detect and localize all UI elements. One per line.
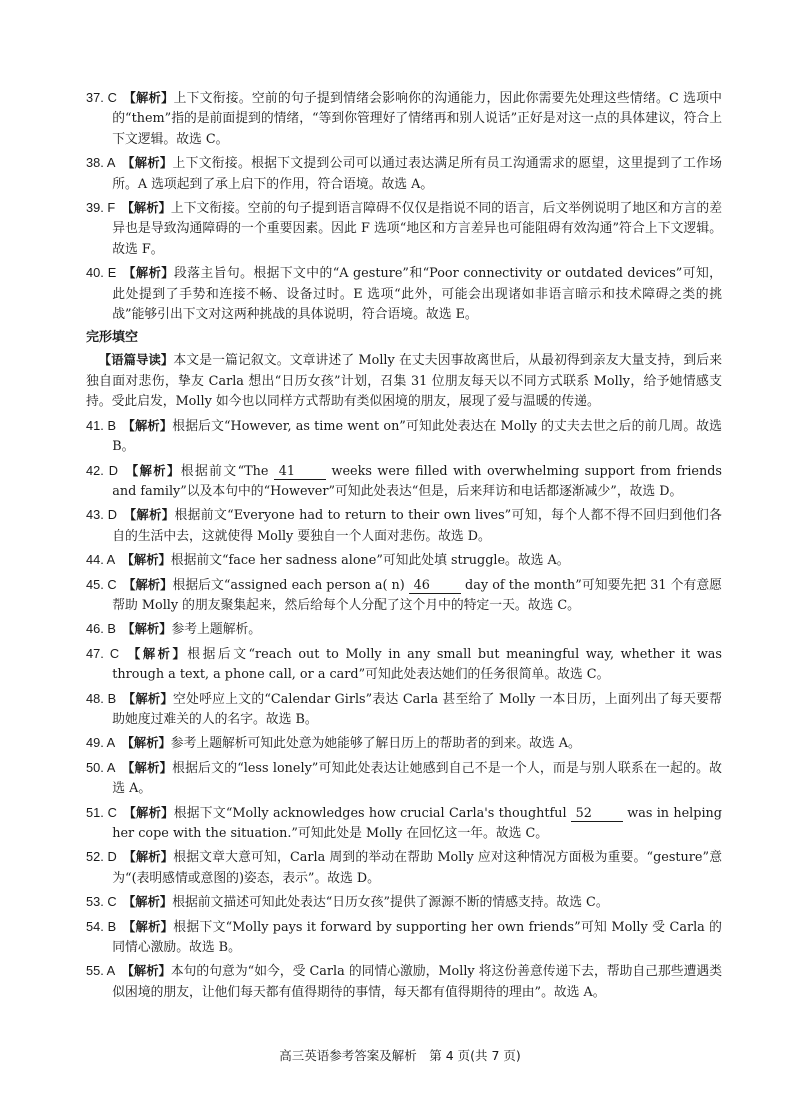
- answer-item: [86, 917, 722, 959]
- guide-text: 本文是一篇记叙文。文章讲述了 Molly 在丈夫因事故离世后，从最初得到亲友大量支持，到后来独自面对悲伤，挚友 Carla 想出“日历女孩”计划，召集 31 位朋友每天以不同方式联系 Molly，给予她情感支持。受此启发，Molly 如今也以同样方式帮助有类似困境的朋友，展现了爱与温暖的传递。: [86, 353, 722, 410]
- answer-item: [86, 461, 722, 503]
- answer-item: [86, 198, 722, 260]
- answer-item: [86, 88, 722, 150]
- answer-number: 48. B: [86, 690, 117, 706]
- analysis-tag: 【解析】: [122, 418, 173, 433]
- analysis-tag: 【解析】: [121, 201, 171, 216]
- page-footer: 高三英语参考答案及解析 第 4 页(共 7 页): [279, 1048, 521, 1063]
- analysis-tag: 【解析】: [125, 646, 188, 661]
- answer-list-cloze: [86, 416, 722, 1004]
- answer-item: [86, 575, 722, 617]
- analysis-tag: 【解析】: [122, 266, 175, 281]
- answer-item: [86, 847, 722, 889]
- analysis-text: 段落主旨句。根据下文中的“A gesture”和“Poor connectivity or outdated devices”可知，此处提到了手势和连接不畅、设备过时。E 选项“此外，可能会出现诸如非语言暗示和技术障碍之类的挑战”能够引出下文对这两种挑战的具体说明，符合语境。故选 E。: [112, 266, 722, 323]
- answer-item: [86, 758, 722, 800]
- analysis-tag: 【解析】: [123, 508, 175, 523]
- analysis-tag: 【解析】: [124, 463, 181, 478]
- analysis-text: 参考上题解析。: [171, 622, 262, 638]
- analysis-text: 根据后文“However, as time went on”可知此处表达在 Molly 的丈夫去世之后的前几周。故选 B。: [112, 418, 722, 455]
- analysis-text: 根据前文“The: [180, 463, 274, 479]
- blank-number: 41: [274, 465, 326, 480]
- analysis-text: 根据后文“assigned each person a( n): [172, 577, 409, 593]
- answer-number: 42. D: [86, 462, 119, 478]
- answer-item: [86, 733, 722, 754]
- answer-item: [86, 892, 722, 913]
- analysis-tag: 【解析】: [123, 91, 174, 105]
- analysis-text: 根据下文“Molly pays it forward by supporting her own friends”可知 Molly 受 Carla 的同情心激励。故选 B。: [112, 919, 722, 956]
- answer-number: 44. A: [86, 552, 116, 568]
- answer-item: [86, 416, 722, 458]
- answer-item: [86, 961, 722, 1003]
- blank-number: 52: [571, 807, 623, 822]
- analysis-tag: 【解析】: [122, 622, 172, 637]
- analysis-text: was in helping her cope with the situation.”可知此处是 Molly 在回忆这一年。故选 C。: [112, 805, 722, 841]
- analysis-tag: 【解析】: [123, 850, 174, 865]
- answer-number: 53. C: [86, 894, 117, 910]
- answer-item: [86, 505, 722, 547]
- answer-item: [86, 644, 722, 686]
- analysis-text: 参考上题解析可知此处意为她能够了解日历上的帮助者的到来。故选 A。: [170, 736, 581, 752]
- answer-item: [86, 263, 722, 325]
- analysis-tag: 【解析】: [121, 553, 171, 568]
- answer-number: 54. B: [86, 918, 117, 934]
- answer-number: 37. C: [86, 90, 117, 105]
- answer-number: 52. D: [86, 849, 117, 865]
- answer-item: [86, 153, 722, 195]
- analysis-text: 根据下文“Molly acknowledges how crucial Carla's thoughtful: [173, 805, 571, 821]
- answer-number: 39. F: [86, 200, 116, 216]
- analysis-tag: 【解析】: [122, 919, 174, 934]
- guide-tag: 【语篇导读】: [98, 353, 174, 368]
- analysis-tag: 【解析】: [123, 895, 173, 910]
- answer-page: [86, 88, 722, 1006]
- analysis-tag: 【解析】: [121, 156, 173, 171]
- analysis-text: day of the month”可知要先把 31 个有意愿帮助 Molly 的朋友聚集起来，然后给每个人分配了这个月中的特定一天。故选 C。: [112, 577, 722, 613]
- answer-number: 38. A: [86, 155, 116, 171]
- analysis-text: 上下文衔接。根据下文提到公司可以通过表达满足所有员工沟通需求的愿望，这里提到了工作场所。A 选项起到了承上启下的作用，符合语境。故选 A。: [112, 156, 722, 192]
- answer-number: 43. D: [86, 507, 117, 523]
- analysis-tag: 【解析】: [122, 691, 174, 706]
- passage-guide: [86, 350, 722, 412]
- answer-list-reading: [86, 88, 722, 325]
- analysis-text: 根据前文描述可知此处表达“日历女孩”提供了源源不断的情感支持。故选 C。: [172, 895, 609, 911]
- answer-number: 50. A: [86, 759, 116, 775]
- analysis-text: weeks were filled with overwhelming support from friends and family”以及本句中的“However”可知此处表达“但是，后来拜访和电话都逐渐减少”，故选 D。: [112, 463, 722, 499]
- analysis-tag: 【解析】: [123, 577, 173, 592]
- analysis-tag: 【解析】: [121, 760, 173, 775]
- analysis-text: 根据后文的“less lonely”可知此处表达让她感到自己不是一个人，而是与别人联系在一起的。故选 A。: [112, 760, 722, 797]
- analysis-text: 上下文衔接。空前的句子提到情绪会影响你的沟通能力，因此你需要先处理这些情绪。C 选项中的“them”指的是前面提到的情绪，“等到你管理好了情绪再和别人说话”正好是对这一点的具体建议，符合上下文逻辑。故选 C。: [112, 91, 722, 147]
- answer-number: 41. B: [86, 417, 117, 433]
- analysis-text: 本句的句意为“如今，受 Carla 的同情心激励，Molly 将这份善意传递下去，帮助自己那些遭遇类似困境的朋友，让他们每天都有值得期待的事情，每天都有值得期待的理由”。故选 A。: [112, 964, 722, 1000]
- answer-number: 49. A: [86, 735, 116, 751]
- answer-number: 51. C: [86, 804, 117, 820]
- section-title: 完形填空: [86, 330, 139, 346]
- answer-item: [86, 619, 722, 640]
- answer-number: 45. C: [86, 576, 117, 592]
- analysis-text: 根据后文“reach out to Molly in any small but meaningful way, whether it was through a text, a phone call, or a card”可知此处表达她们的任务很简单。故选 C。: [112, 646, 722, 683]
- analysis-tag: 【解析】: [123, 805, 174, 820]
- analysis-text: 空处呼应上文的“Calendar Girls”表达 Carla 甚至给了 Molly 一本日历，上面列出了每天要帮助她度过难关的人的名字。故选 B。: [112, 691, 722, 727]
- answer-number: 40. E: [86, 265, 117, 281]
- analysis-text: 上下文衔接。空前的句子提到语言障碍不仅仅是指说不同的语言，后文举例说明了地区和方言的差异也是导致沟通障碍的一个重要因素。因此 F 选项“地区和方言差异也可能阻碍有效沟通”符合上下文逻辑。故选 F。: [112, 201, 722, 257]
- answer-item: [86, 550, 722, 571]
- analysis-text: 根据文章大意可知，Carla 周到的举动在帮助 Molly 应对这种情况方面极为重要。“gesture”意为“(表明感情或意图的)姿态，表示”。故选 D。: [112, 850, 722, 886]
- analysis-text: 根据前文“Everyone had to return to their own lives”可知，每个人都不得不回归到他们各自的生活中去，这就使得 Molly 要独自一个人面对悲伤。故选 D。: [112, 508, 722, 544]
- answer-item: [86, 803, 722, 845]
- answer-number: 46. B: [86, 621, 116, 637]
- analysis-tag: 【解析】: [121, 736, 171, 751]
- analysis-text: 根据前文“face her sadness alone”可知此处填 struggle。故选 A。: [170, 553, 570, 569]
- blank-number: 46: [409, 579, 461, 594]
- analysis-tag: 【解析】: [121, 964, 171, 979]
- answer-number: 47. C: [86, 645, 120, 661]
- answer-number: 55. A: [86, 963, 116, 979]
- answer-item: [86, 689, 722, 731]
